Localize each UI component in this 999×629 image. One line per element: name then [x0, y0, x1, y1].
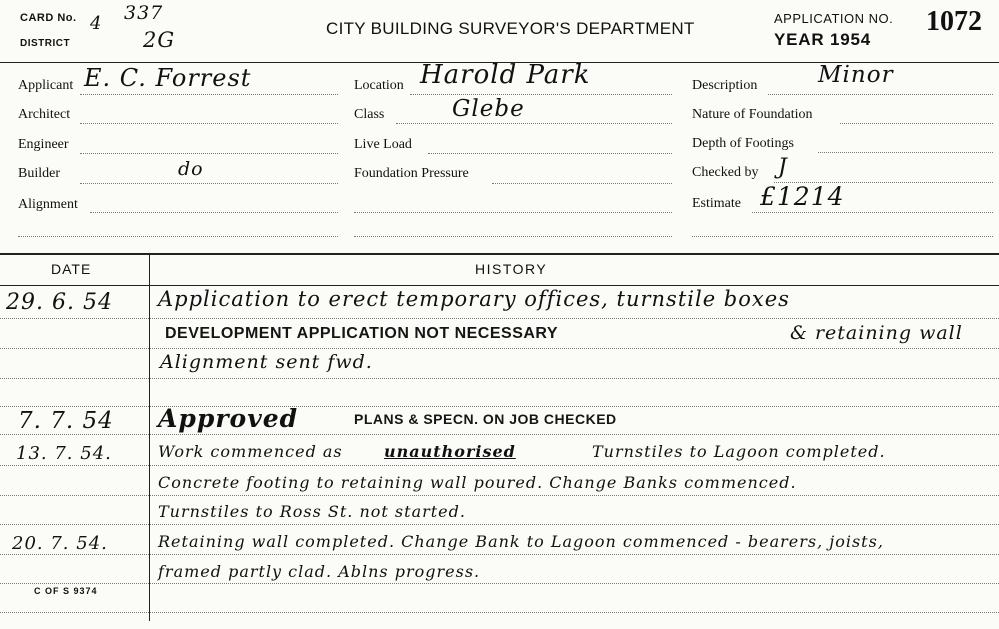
application-no-value: 1072: [926, 6, 982, 37]
card-no-value: 337: [124, 2, 164, 24]
entry-text-underlined: unauthorised: [384, 442, 516, 461]
entry-stamp: PLANS & SPECN. ON JOB CHECKED: [354, 411, 617, 427]
engineer-label: Engineer: [18, 137, 69, 152]
entry-stamp: DEVELOPMENT APPLICATION NOT NECESSARY: [165, 325, 559, 342]
nature-of-foundation-label: Nature of Foundation: [692, 107, 813, 122]
row-line: [0, 318, 999, 319]
description-label: Description: [692, 78, 758, 93]
card-no-small: 4: [90, 13, 103, 34]
alignment-line: [90, 212, 338, 213]
row-line: [0, 612, 999, 613]
entry-text: Application to erect temporary offices, turnstile boxes: [158, 287, 790, 311]
district-value: 2G: [143, 28, 176, 52]
builder-value: do: [178, 158, 204, 180]
date-header: DATE: [51, 261, 92, 277]
column2-extra-line-2: [354, 236, 672, 237]
column3-extra-line: [692, 236, 993, 237]
depth-of-footings-label: Depth of Footings: [692, 136, 794, 151]
row-line: [0, 434, 999, 435]
architect-label: Architect: [18, 107, 71, 122]
depth-of-footings-line: [818, 152, 993, 153]
column2-extra-line-1: [354, 212, 672, 213]
checked-by-label: Checked by: [692, 165, 759, 180]
nature-of-foundation-line: [840, 123, 993, 124]
row-line: [0, 554, 999, 555]
description-value: Minor: [818, 62, 894, 88]
checked-by-value: J: [778, 155, 788, 180]
form-code: C OF S 9374: [34, 586, 98, 596]
estimate-line: [752, 212, 993, 213]
column1-extra-line: [18, 236, 338, 237]
builder-label: Builder: [18, 166, 60, 181]
history-header: HISTORY: [475, 261, 548, 277]
location-line: [410, 94, 672, 95]
entry-text: Concrete footing to retaining wall poured. Change Banks commenced.: [158, 473, 797, 492]
row-line: [0, 378, 999, 379]
applicant-value: E. C. Forrest: [84, 64, 252, 92]
applicant-label: Applicant: [18, 78, 74, 93]
entry-text: Approved: [158, 404, 299, 433]
location-value: Harold Park: [420, 60, 591, 90]
year-label: YEAR 1954: [774, 30, 871, 49]
entry-text: framed partly clad. Ablns progress.: [158, 562, 481, 581]
district-label: DISTRICT: [20, 38, 71, 49]
row-line: [0, 465, 999, 466]
row-line: [0, 583, 999, 584]
entry-text: Retaining wall completed. Change Bank to Lagoon commenced - bearers, joists,: [158, 532, 884, 551]
description-line: [768, 94, 993, 95]
row-line: [0, 406, 999, 407]
date-column-divider: [149, 253, 150, 621]
row-line: [0, 348, 999, 349]
entry-text: Alignment sent fwd.: [160, 351, 373, 373]
entry-date: 7. 7. 54: [18, 408, 114, 434]
architect-line: [80, 123, 338, 124]
class-label: Class: [354, 107, 385, 122]
live-load-label: Live Load: [354, 137, 412, 152]
card-no-label: CARD No.: [20, 12, 77, 24]
row-line: [0, 524, 999, 525]
live-load-line: [428, 153, 672, 154]
entry-date: 29. 6. 54: [6, 290, 113, 315]
entry-date: 13. 7. 54.: [16, 443, 112, 464]
applicant-line: [80, 94, 338, 95]
entry-text: Turnstiles to Ross St. not started.: [158, 502, 466, 521]
class-line: [396, 123, 672, 124]
estimate-value: £1214: [760, 182, 845, 211]
entry-text: & retaining wall: [790, 322, 963, 344]
application-no-label: APPLICATION NO.: [774, 11, 894, 26]
foundation-pressure-label: Foundation Pressure: [354, 166, 469, 181]
entry-text: Turnstiles to Lagoon completed.: [592, 442, 886, 461]
entry-date: 20. 7. 54.: [12, 533, 108, 554]
location-label: Location: [354, 78, 404, 93]
foundation-pressure-line: [492, 183, 672, 184]
engineer-line: [80, 153, 338, 154]
builder-line: [80, 183, 338, 184]
department-title: CITY BUILDING SURVEYOR'S DEPARTMENT: [326, 19, 695, 38]
class-value: Glebe: [452, 96, 525, 122]
estimate-label: Estimate: [692, 196, 741, 211]
history-header-rule: [0, 285, 999, 286]
row-line: [0, 495, 999, 496]
entry-text: Work commenced as: [158, 442, 343, 461]
alignment-label: Alignment: [18, 197, 78, 212]
